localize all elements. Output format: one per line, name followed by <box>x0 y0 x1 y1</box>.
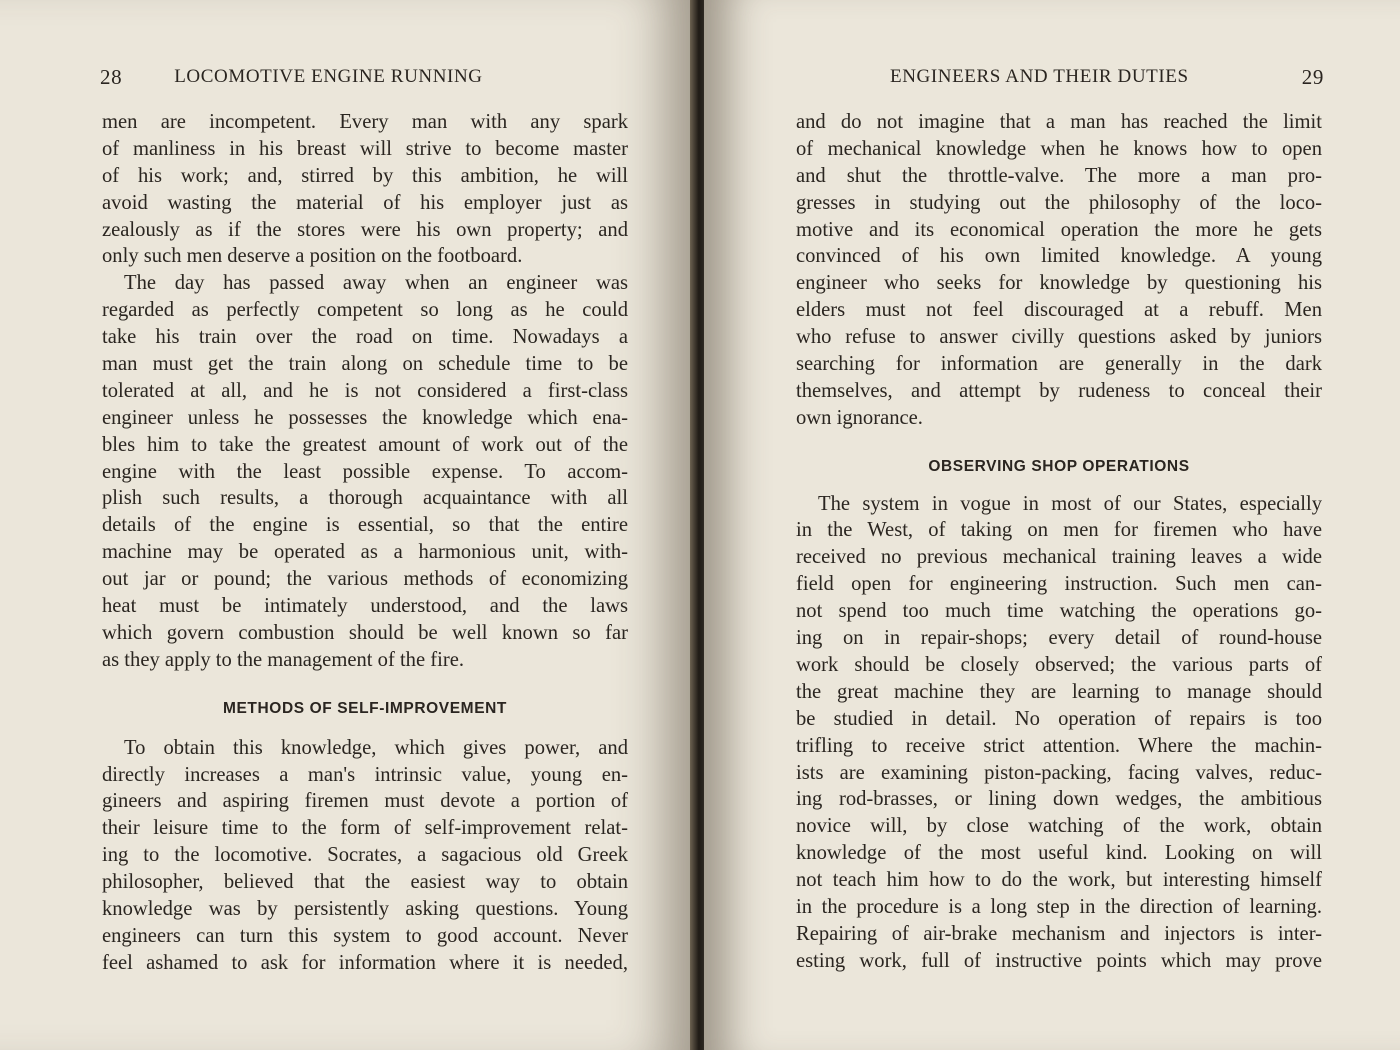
text-line: The day has passed away when an engineer was <box>124 272 628 295</box>
section-heading: OBSERVING SHOP OPERATIONS <box>928 457 1190 475</box>
text-line: tolerated at all, and he is not considered a first-class <box>102 379 628 402</box>
text-line: regarded as perfectly competent so long as he could <box>102 299 628 322</box>
text-line: of manliness in his breast will strive to become master <box>102 137 628 160</box>
text-line: take his train over the road on time. Nowadays a <box>102 326 628 349</box>
text-line: and shut the throttle-valve. The more a man pro- <box>796 164 1322 187</box>
text-line: of mechanical knowledge when he knows how to open <box>796 137 1322 160</box>
text-line: feel ashamed to ask for information where it is needed, <box>102 951 628 974</box>
right-paragraph-1 <box>796 109 1322 432</box>
left-paragraph-2 <box>102 270 628 673</box>
right-page-number: 29 <box>1301 64 1324 89</box>
text-line: convinced of his own limited knowledge. A young <box>796 245 1322 268</box>
left-paragraph-3 <box>102 735 628 977</box>
left-page-header <box>100 62 630 92</box>
text-line: ists are examining piston-packing, facing valves, reduc- <box>796 761 1322 784</box>
text-line: knowledge was by persistently asking questions. Young <box>102 897 628 920</box>
text-line: machine may be operated as a harmonious unit, with- <box>102 541 628 564</box>
text-line: men are incompetent. Every man with any spark <box>102 111 628 133</box>
text-line: avoid wasting the material of his employer just as <box>102 191 628 214</box>
text-line: in the West, of taking on men for firemen who have <box>796 519 1322 542</box>
text-line: and do not imagine that a man has reached the limit <box>796 111 1322 133</box>
section-heading: METHODS OF SELF-IMPROVEMENT <box>222 699 507 717</box>
right-page-body <box>796 109 1322 975</box>
text-line: not teach him how to do the work, but interesting himself <box>796 869 1322 892</box>
text-line: of his work; and, stirred by this ambition, he will <box>102 164 628 187</box>
text-line: who refuse to answer civilly questions asked by juniors <box>796 326 1322 349</box>
text-line: out jar or pound; the various methods of economizing <box>102 568 628 591</box>
right-page <box>704 0 1400 1050</box>
text-line: gresses in studying out the philosophy of the loco- <box>796 191 1322 214</box>
text-line: own ignorance. <box>796 406 923 429</box>
text-line: gineers and aspiring firemen must devote a portion of <box>102 790 628 813</box>
left-page <box>0 0 696 1050</box>
text-line: their leisure time to the form of self-improvement relat- <box>102 817 628 840</box>
text-line: searching for information are generally in the dark <box>796 353 1322 376</box>
text-line: themselves, and attempt by rudeness to conceal their <box>796 379 1322 402</box>
text-line: only such men deserve a position on the footboard. <box>102 245 523 268</box>
text-line: field open for engineering instruction. Such men can- <box>796 573 1322 596</box>
left-page-body <box>102 109 628 977</box>
text-line: in the procedure is a long step in the direction of learning. <box>796 895 1322 918</box>
text-line: trifling to receive strict attention. Where the machin- <box>796 734 1322 757</box>
text-line: novice will, by close watching of the work, obtain <box>796 815 1322 838</box>
text-line: be studied in detail. No operation of repairs is too <box>796 707 1322 730</box>
right-page-header <box>794 62 1324 92</box>
left-running-head: LOCOMOTIVE ENGINE RUNNING <box>174 66 483 87</box>
text-line: bles him to take the greatest amount of work out of the <box>102 433 628 456</box>
text-line: heat must be intimately understood, and the laws <box>102 595 628 618</box>
text-line: which govern combustion should be well known so far <box>102 621 628 644</box>
text-line: To obtain this knowledge, which gives power, and <box>124 736 628 759</box>
left-page-number: 28 <box>100 64 123 89</box>
text-line: work should be closely observed; the various parts of <box>796 653 1322 676</box>
right-running-head: ENGINEERS AND THEIR DUTIES <box>890 66 1189 87</box>
text-line: motive and its economical operation the more he gets <box>796 218 1322 241</box>
text-line: the great machine they are learning to manage should <box>796 680 1322 703</box>
right-paragraph-2 <box>796 491 1322 975</box>
text-line: ing to the locomotive. Socrates, a sagacious old Greek <box>102 844 628 867</box>
text-line: philosopher, believed that the easiest way to obtain <box>102 871 628 894</box>
text-line: plish such results, a thorough acquaintance with all <box>102 487 628 510</box>
text-line: knowledge of the most useful kind. Looking on will <box>796 842 1322 865</box>
text-line: Repairing of air-brake mechanism and injectors is inter- <box>796 922 1322 945</box>
text-line: received no previous mechanical training leaves a wide <box>796 546 1322 569</box>
text-line: ing rod-brasses, or lining down wedges, the ambitious <box>796 788 1322 811</box>
text-line: engineer who seeks for knowledge by questioning his <box>796 272 1322 295</box>
text-line: elders must not feel discouraged at a rebuff. Men <box>796 299 1322 322</box>
text-line: ing on in repair-shops; every detail of round-house <box>796 627 1322 650</box>
text-line: not spend too much time watching the operations go- <box>796 600 1322 623</box>
text-line: details of the engine is essential, so that the entire <box>102 514 628 537</box>
text-line: engineers can turn this system to good account. Never <box>102 924 628 947</box>
text-line: esting work, full of instructive points which may prove <box>796 949 1322 972</box>
text-line: zealously as if the stores were his own property; and <box>102 218 628 241</box>
text-line: man must get the train along on schedule time to be <box>102 353 628 376</box>
text-line: The system in vogue in most of our States, especially <box>818 492 1322 515</box>
text-line: directly increases a man's intrinsic value, young en- <box>102 763 628 786</box>
text-line: engine with the least possible expense. To accom- <box>102 460 628 483</box>
text-line: engineer unless he possesses the knowledge which ena- <box>102 406 628 429</box>
left-paragraph-1 <box>102 109 628 270</box>
text-line: as they apply to the management of the fire. <box>102 648 464 671</box>
